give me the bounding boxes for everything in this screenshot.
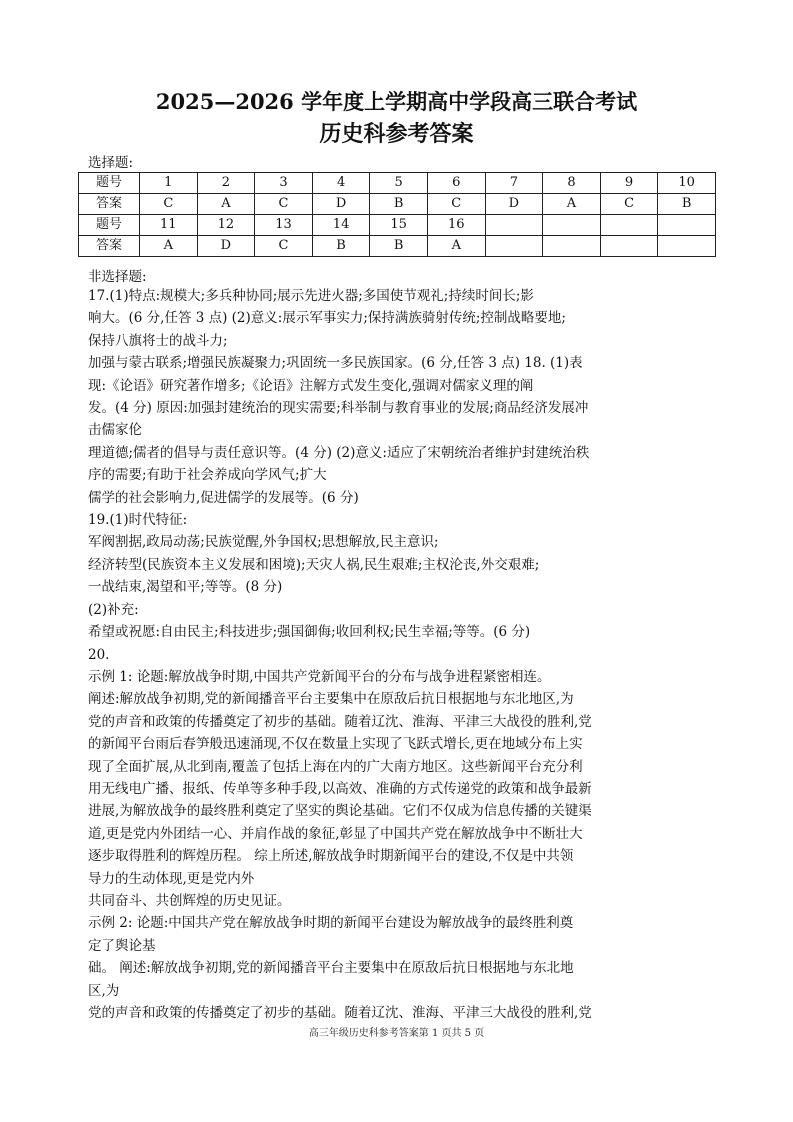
- header-cell: 题号: [79, 173, 140, 194]
- answer-cell: [543, 236, 601, 257]
- number-cell: 2: [197, 173, 255, 194]
- answer-line: 示例 1: 论题:解放战争时期,中国共产党新闻平台的分布与战争进程紧密相连。: [88, 668, 551, 685]
- answer-cell: [600, 236, 658, 257]
- answer-line: 发。(4 分) 原因:加强封建统治的现实需要;科举制与教育事业的发展;商品经济发展冲: [88, 400, 589, 417]
- number-cell: 3: [255, 173, 313, 194]
- answer-line: 阐述:解放战争初期,党的新闻播音平台主要集中在原敌后抗日根据地与东北地区,为: [88, 691, 574, 708]
- answer-line: 逐步取得胜利的辉煌历程。 综上所述,解放战争时期新闻平台的建设,不仅是中共领: [88, 848, 574, 865]
- answer-line: 响大。(6 分,任答 3 点) (2)意义:展示军事实力;保持满族骑射传统;控制战略要地;: [88, 310, 566, 327]
- number-cell: [658, 215, 716, 236]
- number-cell: 9: [600, 173, 658, 194]
- number-cell: [543, 215, 601, 236]
- answer-line: 击儒家伦: [88, 422, 142, 439]
- answer-cell: C: [427, 194, 485, 215]
- answer-line: 进展,为解放战争的最终胜利奠定了坚实的舆论基础。它们不仅成为信息传播的关键渠: [88, 803, 592, 820]
- header-cell: 答案: [79, 236, 140, 257]
- table-row: [79, 173, 716, 194]
- answer-table: [78, 172, 716, 257]
- number-cell: 11: [140, 215, 198, 236]
- answer-cell: B: [370, 236, 428, 257]
- number-cell: 15: [370, 215, 428, 236]
- choice-section-label: 选择题:: [88, 155, 134, 171]
- answer-cell: B: [658, 194, 716, 215]
- answer-cell: A: [543, 194, 601, 215]
- number-cell: [485, 215, 543, 236]
- number-cell: 7: [485, 173, 543, 194]
- answer-cell: C: [600, 194, 658, 215]
- answer-line: 加强与蒙古联系;增强民族凝聚力;巩固统一多民族国家。(6 分,任答 3 点) 18. (1)表: [88, 355, 583, 372]
- number-cell: 1: [140, 173, 198, 194]
- answer-line: 17.(1)特点:规模大;多兵种协同;展示先进火器;多国使节观礼;持续时间长;影: [88, 288, 534, 304]
- number-cell: 16: [427, 215, 485, 236]
- table-row: [79, 215, 716, 236]
- exam-title: 2025—2026 学年度上学期高中学段高三联合考试: [155, 89, 638, 114]
- number-cell: 8: [543, 173, 601, 194]
- number-cell: 5: [370, 173, 428, 194]
- answer-line: 军阀割据,政局动荡;民族觉醒,外争国权;思想解放,民主意识;: [88, 534, 439, 551]
- answer-line: 道,更是党内外团结一心、并肩作战的象征,彰显了中国共产党在解放战争中不断壮大: [88, 825, 583, 842]
- answer-cell: C: [255, 236, 313, 257]
- answer-cell: D: [197, 236, 255, 257]
- header-cell: 答案: [79, 194, 140, 215]
- answer-cell: A: [427, 236, 485, 257]
- answer-line: 19.(1)时代特征:: [88, 512, 188, 529]
- answer-cell: D: [485, 194, 543, 215]
- header-cell: 题号: [79, 215, 140, 236]
- nonchoice-section-label: 非选择题:: [88, 269, 147, 285]
- answer-line: 导力的生动体现,更是党内外: [88, 870, 255, 887]
- answer-line: 的新闻平台雨后春笋般迅速涌现,不仅在数量上实现了飞跃式增长,更在地域分布上实: [88, 736, 583, 753]
- page-footer: 高三年级历史科参考答案第 1 页共 5 页: [308, 1028, 485, 1039]
- answer-body: [88, 285, 728, 1024]
- answer-cell: A: [140, 236, 198, 257]
- answer-line: 序的需要;有助于社会养成向学风气;扩大: [88, 467, 327, 484]
- answer-line: 现了全面扩展,从北到南,覆盖了包括上海在内的广大南方地区。这些新闻平台充分利: [88, 758, 583, 775]
- answer-line: 理道德;儒者的倡导与责任意识等。(4 分) (2)意义:适应了宋朝统治者维护封建统治秩: [88, 444, 590, 461]
- number-cell: 6: [427, 173, 485, 194]
- answer-cell: D: [312, 194, 370, 215]
- number-cell: 4: [312, 173, 370, 194]
- answer-line: 共同奋斗、共创辉煌的历史见证。: [88, 892, 291, 909]
- answer-cell: [658, 236, 716, 257]
- number-cell: 12: [197, 215, 255, 236]
- answer-subtitle: 历史科参考答案: [319, 121, 474, 147]
- answer-line: (2)补充:: [88, 601, 139, 618]
- answer-line: 儒学的社会影响力,促进儒学的发展等。(6 分): [88, 489, 359, 506]
- answer-cell: B: [312, 236, 370, 257]
- answer-cell: C: [255, 194, 313, 215]
- answer-line: 党的声音和政策的传播奠定了初步的基础。随着辽沈、淮海、平津三大战役的胜利,党: [88, 713, 592, 730]
- number-cell: [600, 215, 658, 236]
- table-row: [79, 236, 716, 257]
- answer-line: 保持八旗将士的战斗力;: [88, 332, 228, 349]
- number-cell: 13: [255, 215, 313, 236]
- answer-cell: C: [140, 194, 198, 215]
- answer-cell: A: [197, 194, 255, 215]
- answer-line: 区,为: [88, 982, 120, 999]
- answer-line: 党的声音和政策的传播奠定了初步的基础。随着辽沈、淮海、平津三大战役的胜利,党: [88, 1005, 592, 1021]
- answer-cell: [485, 236, 543, 257]
- answer-line: 础。 阐述:解放战争初期,党的新闻播音平台主要集中在原敌后抗日根据地与东北地: [88, 960, 574, 977]
- answer-line: 20.: [88, 646, 110, 663]
- answer-line: 一战结束,渴望和平;等等。(8 分): [88, 579, 283, 596]
- answer-cell: B: [370, 194, 428, 215]
- answer-line: 定了舆论基: [88, 937, 156, 954]
- number-cell: 10: [658, 173, 716, 194]
- answer-line: 示例 2: 论题:中国共产党在解放战争时期的新闻平台建设为解放战争的最终胜利奠: [88, 915, 574, 932]
- table-row: [79, 194, 716, 215]
- answer-line: 用无线电广播、报纸、传单等多种手段,以高效、准确的方式传递党的政策和战争最新: [88, 780, 592, 797]
- answer-line: 经济转型(民族资本主义发展和困境);天灾人祸,民生艰难;主权沦丧,外交艰难;: [88, 556, 540, 573]
- answer-line: 现:《论语》研究著作增多;《论语》注解方式发生变化,强调对儒家义理的阐: [88, 377, 534, 394]
- answer-line: 希望或祝愿:自由民主;科技进步;强国御侮;收回利权;民生幸福;等等。(6 分): [88, 624, 531, 641]
- number-cell: 14: [312, 215, 370, 236]
